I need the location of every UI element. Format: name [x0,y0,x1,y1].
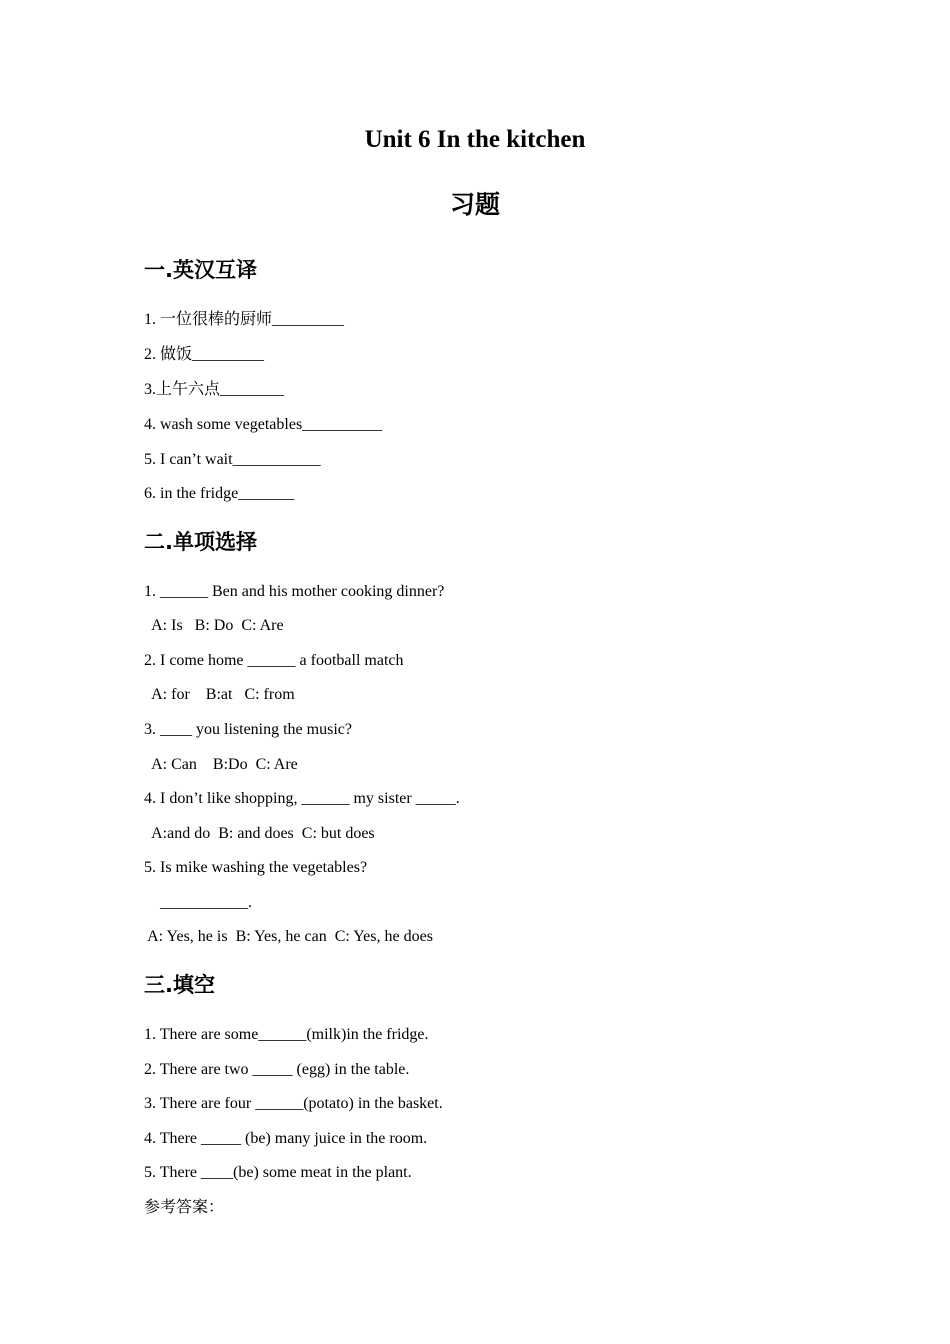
translation-item-2: 2. 做饭_________ [144,346,265,363]
choice-question-1: 1. ______ Ben and his mother cooking dinner? [144,583,445,600]
fill-item-5: 5. There ____(be) some meat in the plant. [144,1164,412,1181]
choice-options-3: A: Can B:Do C: Are [144,756,298,773]
answer-key-label: 参考答案： [144,1199,225,1216]
choice-options-1: A: Is B: Do C: Are [144,617,284,634]
fill-item-4: 4. There _____ (be) many juice in the room. [144,1130,428,1147]
choice-options-2: A: for B:at C: from [144,686,295,703]
section-heading-fill-blanks: 三.填空 [144,973,215,997]
choice-question-3: 3. ____ you listening the music? [144,721,352,738]
page-title: Unit 6 In the kitchen [364,126,586,153]
translation-item-5: 5. I can’t wait___________ [144,451,321,468]
section-heading-multiple-choice: 二.单项选择 [144,530,257,554]
page-subtitle: 习题 [449,192,500,219]
choice-question-2: 2. I come home ______ a football match [144,652,404,669]
section-heading-translation: 一.英汉互译 [144,258,257,282]
translation-item-1: 1. 一位很棒的厨师_________ [144,311,345,328]
choice-options-4: A:and do B: and does C: but does [144,825,375,842]
choice-answer-blank-5: ___________. [144,894,252,911]
translation-item-4: 4. wash some vegetables__________ [144,416,383,433]
choice-options-5: A: Yes, he is B: Yes, he can C: Yes, he does [144,928,433,945]
translation-item-6: 6. in the fridge_______ [144,485,295,502]
translation-item-3: 3.上午六点________ [144,381,285,398]
fill-item-1: 1. There are some______(milk)in the fridge. [144,1026,429,1043]
fill-item-2: 2. There are two _____ (egg) in the table. [144,1061,410,1078]
choice-question-5: 5. Is mike washing the vegetables? [144,859,368,876]
choice-question-4: 4. I don’t like shopping, ______ my sister _____. [144,790,460,807]
fill-item-3: 3. There are four ______(potato) in the basket. [144,1095,443,1112]
